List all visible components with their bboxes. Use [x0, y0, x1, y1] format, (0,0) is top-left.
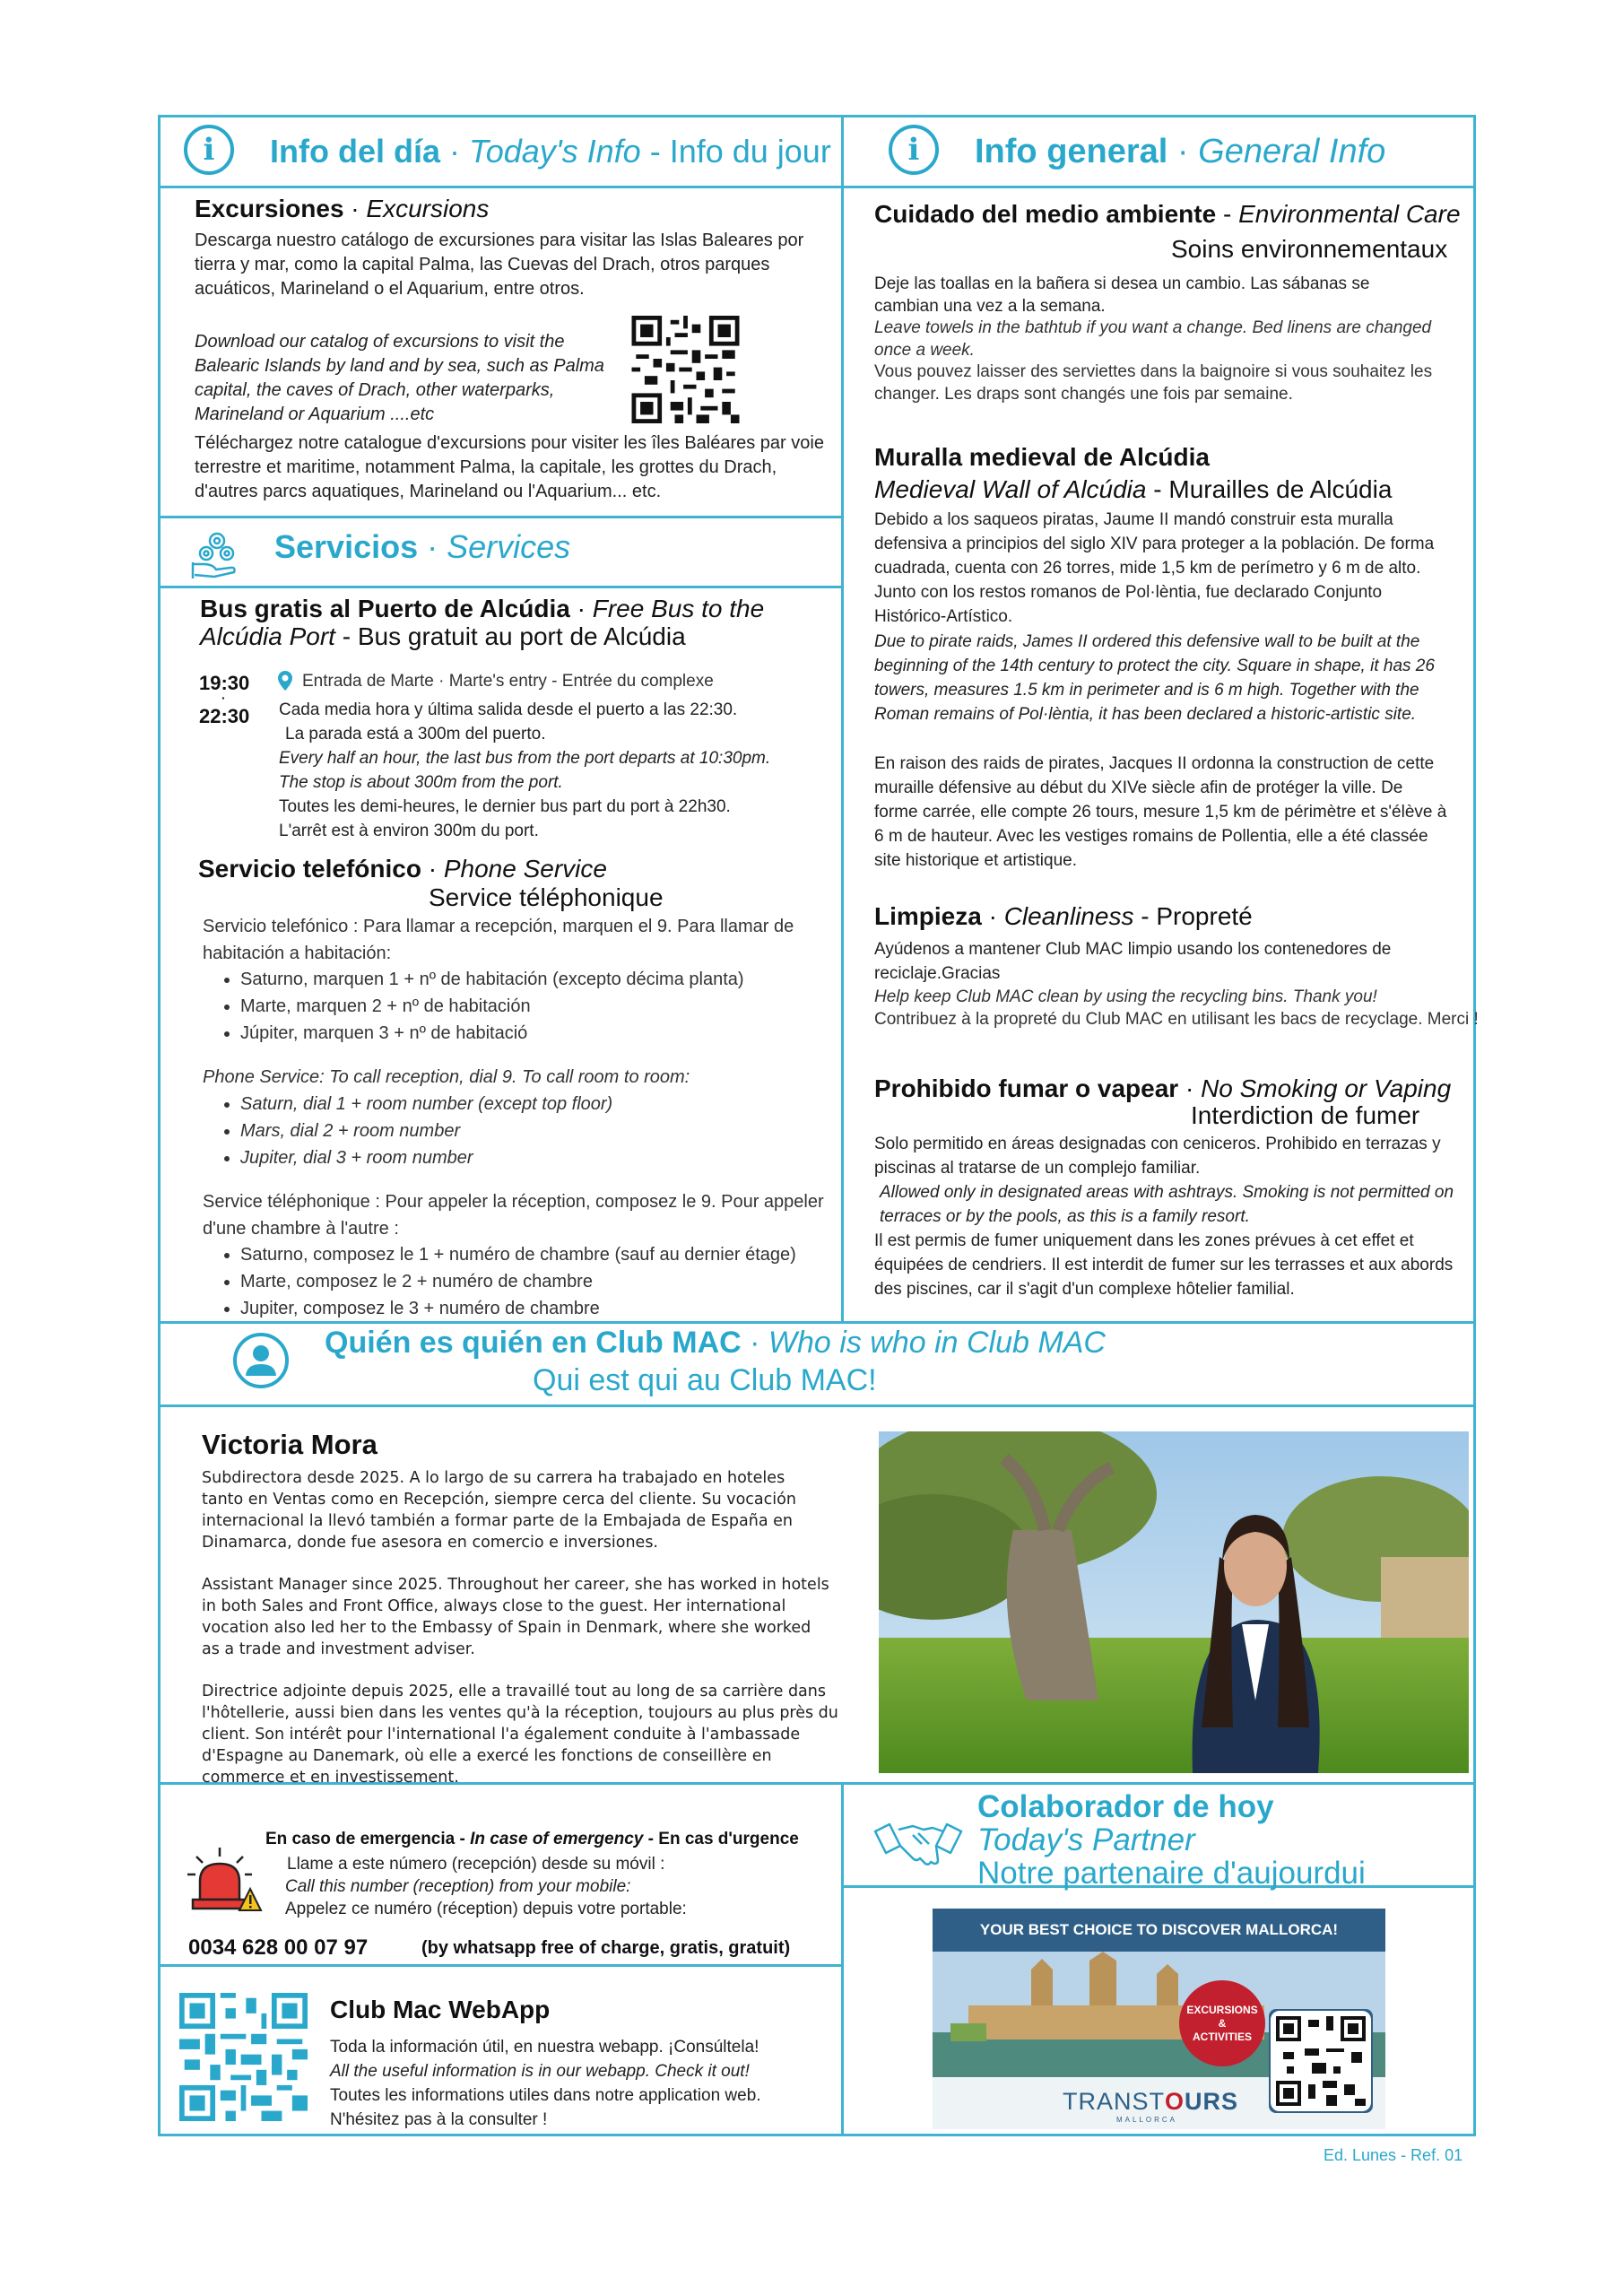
person-name: Victoria Mora [202, 1429, 378, 1460]
wall-text-es: Debido a los saqueos piratas, Jaume II mandó construir esta muralla defensiva a principios del siglo XIV para proteger a la población. De forma cuadrada, cuenta con 26 torres, mide 1,5 km de perímetro y 6 m de alto. Junto con los restos romanos de Pol·lèntia, fue declarado Conjunto Histórico-Artístico. [874, 510, 1435, 626]
wall-title-es: Muralla medieval de Alcúdia [874, 443, 1210, 471]
title-dash: - [1133, 902, 1157, 930]
phone-title-en: Phone Service [443, 855, 607, 883]
partner-qr-code[interactable] [1269, 2009, 1373, 2113]
cleanliness-text-en: Help keep Club MAC clean by using the recycling bins. Thank you! [874, 987, 1377, 1006]
emergency-line-es: Llame a este número (recepción) desde su móvil : [287, 1855, 665, 1874]
cleanliness-text-es: Ayúdenos a mantener Club MAC limpio usando los contenedores de reciclaje.Gracias [874, 940, 1392, 983]
excursions-text-fr: Téléchargez notre catalogue d'excursions pour visiter les îles Baléares par voie terrestre et maritime, notamment Palma, la capitale, les grottes du Drach, d'autres parcs aquatiques, Marineland ou l'Aquarium... etc. [195, 433, 824, 501]
webapp-text-en: All the useful information is in our webapp. Check it out! [330, 2062, 750, 2081]
environment-title-en: Environmental Care [1238, 200, 1461, 228]
phone-en-intro: Phone Service: To call reception, dial 9. To call room to room: [203, 1067, 690, 1087]
phone-title-fr: Service téléphonique [429, 883, 664, 911]
webapp-text-fr-1: Toutes les informations utiles dans notre application web. [330, 2086, 761, 2105]
services-header-en: Services [447, 528, 571, 565]
bio-en: Assistant Manager since 2025. Throughout her career, she has worked in hotels in both Sales and Front Office, always close to the guest. Her international vocation also led her to the Embassy of Spain in Denmark, where she worked as a trade and investment adviser. [202, 1576, 829, 1658]
bus-time-start: 19:30 [199, 672, 250, 694]
cleanliness-title-es: Limpieza [874, 902, 982, 930]
phone-fr-list [203, 1241, 886, 1322]
cleanliness-title-en: Cleanliness [1003, 902, 1134, 930]
bus-text-fr-2: L'arrêt est à environ 300m du port. [279, 822, 539, 840]
divider-today-info-header [158, 186, 843, 188]
handshake-icon [873, 1813, 963, 1876]
environment-title [874, 200, 1461, 229]
info-icon: i [184, 125, 234, 175]
bus-text-en-1: Every half an hour, the last bus from the port departs at 10:30pm. [279, 749, 771, 768]
title-separator: · [981, 902, 1004, 930]
list-item: • Júpiter, marquen 3 + nº de habitació [240, 1020, 868, 1047]
bus-title-fr: Bus gratuit au port de Alcúdia [357, 622, 686, 650]
bus-time-end: 22:30 [199, 705, 250, 727]
who-header-es: Quién es quién en Club MAC [325, 1326, 742, 1360]
emergency-phone-number[interactable]: 0034 628 00 07 97 [188, 1935, 369, 1960]
user-icon [231, 1331, 291, 1390]
cleanliness-text-fr: Contribuez à la propreté du Club MAC en utilisant les bacs de recyclage. Merci ! [874, 1010, 1479, 1029]
smoking-title-fr: Interdiction de fumer [1191, 1101, 1420, 1129]
emergency-line-fr: Appelez ce numéro (réception) depuis votre portable: [285, 1900, 687, 1918]
phone-title [198, 855, 607, 883]
title-separator: · [421, 855, 444, 883]
cleanliness-title-fr: Propreté [1156, 902, 1253, 930]
services-header [274, 528, 570, 566]
today-info-header-es: Info del día [270, 133, 441, 170]
environment-text-en: Leave towels in the bathtub if you want a change. Bed linens are changed once a week. [874, 318, 1432, 360]
bus-text-es-1: Cada media hora y última salida desde el puerto a las 22:30. [279, 700, 738, 719]
smoking-title-es: Prohibido fumar o vapear [874, 1074, 1179, 1102]
phone-title-es: Servicio telefónico [198, 855, 421, 883]
bio-fr: Directrice adjointe depuis 2025, elle a travaillé tout au long de sa carrière dans l'hôtellerie, aussi bien dans les ventes qu'à la réception, toujours au plus près du client. Son intérêt pour l'international l'a également conduite à l'ambassade d'Espagne au Danemark, où elle a exercé les fonctions de conseillère en commerce et en investissement. [202, 1683, 838, 1787]
bus-location: Entrada de Marte · Marte's entry - Entrée du complexe [302, 672, 714, 691]
excursions-qr-code[interactable] [629, 316, 742, 423]
wall-title-fr: Murailles de Alcúdia [1168, 475, 1393, 503]
title-separator: · [569, 595, 593, 622]
divider-general-info-header [841, 186, 1476, 188]
edition-footer: Ed. Lunes - Ref. 01 [1324, 2146, 1463, 2164]
environment-text-fr: Vous pouvez laisser des serviettes dans la baignoire si vous souhaitez les changer. Les draps sont changés une fois par semaine. [874, 362, 1433, 404]
divider-services [158, 516, 843, 518]
divider-who-header [158, 1405, 1476, 1407]
partner-ad[interactable] [933, 1909, 1385, 2129]
list-item: • Jupiter, dial 3 + room number [240, 1144, 868, 1171]
wall-title-en: Medieval Wall of Alcúdia [874, 475, 1147, 503]
gears-service-icon [189, 526, 245, 582]
who-header-fr: Qui est qui au Club MAC! [533, 1363, 877, 1397]
phone-es-list [203, 966, 868, 1047]
badge-line-2: & [1218, 2016, 1227, 2030]
smoking-text-en: Allowed only in designated areas with ashtrays. Smoking is not permitted on terraces or by the pools, as this is a family resort. [880, 1183, 1454, 1226]
excursions-title [195, 195, 489, 223]
badge-line-3: ACTIVITIES [1192, 2030, 1252, 2043]
excursions-text-es: Descarga nuestro catálogo de excursiones para visitar las Islas Baleares por tierra y mar, como la capital Palma, las Cuevas del Drach, otros parques acuáticos, Marineland o el Aquarium, entre otros. [195, 230, 804, 299]
logo-part-1: TRANST [1063, 2088, 1165, 2115]
logo-subtitle: MALLORCA [1116, 2116, 1178, 2124]
webapp-text-fr-2: N'hésitez pas à la consulter ! [330, 2110, 548, 2129]
phone-es-intro: Servicio telefónico : Para llamar a recepción, marquen el 9. Para llamar de habitación a habitación: [203, 917, 794, 963]
location-pin-icon [277, 670, 293, 691]
list-item: • Saturno, marquen 1 + nº de habitación (excepto décima planta) [240, 966, 868, 993]
bus-time-separator: · [221, 691, 226, 705]
who-is-who-header [325, 1326, 1106, 1361]
environment-title-es: Cuidado del medio ambiente [874, 200, 1217, 228]
smoking-text-fr: Il est permis de fumer uniquement dans les zones prévues à cet effet et équipées de cendriers. Il est interdit de fumer sur les terrasses et aux abords des piscines, car il s'agit d'un complexe hôtelier familial. [874, 1231, 1454, 1299]
bio-es: Subdirectora desde 2025. A lo largo de su carrera ha trabajado en hoteles tanto en Ventas como en Recepción, siempre cerca del cliente. Su vocación internacional la llevó también a formar parte de la Embajada de España en Dinamarca, donde fue asesora en comercio e inversiones. [202, 1469, 796, 1552]
general-info-header [975, 133, 1385, 171]
bus-title-es: Bus gratis al Puerto de Alcúdia [200, 595, 570, 622]
environment-title-fr: Soins environnementaux [1171, 235, 1448, 263]
cleanliness-title [874, 902, 1253, 931]
list-item: • Saturno, composez le 1 + numéro de chambre (sauf au dernier étage) [240, 1241, 886, 1268]
smoking-title [874, 1074, 1451, 1103]
webapp-title: Club Mac WebApp [330, 1996, 551, 2023]
logo-o-mark: O [1165, 2088, 1185, 2115]
general-info-header-en: General Info [1198, 133, 1386, 170]
list-item: • Marte, composez le 2 + numéro de chambre [240, 1268, 886, 1295]
header-separator: · [440, 133, 470, 170]
partner-ad-banner: YOUR BEST CHOICE TO DISCOVER MALLORCA! [933, 1909, 1385, 1952]
bus-text-es-2: La parada está a 300m del puerto. [285, 725, 546, 744]
wall-text-fr: En raison des raids de pirates, Jacques II ordonna la construction de cette muraille défensive au début du XIVe siècle afin de protéger la ville. De forme carrée, elle compte 26 tours, mesure 1,5 km de périmètre et s'élève à 6 m de hauteur. Avec les vestiges romains de Pollentia, elle a été classée site historique et artistique. [874, 754, 1447, 870]
excursions-title-en: Excursions [366, 195, 490, 222]
webapp-text-es: Toda la información útil, en nuestra webapp. ¡Consúltela! [330, 2038, 759, 2057]
title-separator: · [1178, 1074, 1202, 1102]
emergency-title [265, 1830, 799, 1849]
today-info-header-en: Today's Info [469, 133, 641, 170]
list-item: • Marte, marquen 2 + nº de habitación [240, 993, 868, 1020]
emergency-phone-note: (by whatsapp free of charge, gratis, gratuit) [421, 1938, 791, 1958]
header-separator: · [1167, 133, 1199, 170]
emergency-title-es: En caso de emergencia [265, 1830, 456, 1848]
environment-text-es: Deje las toallas en la bañera si desea un cambio. Las sábanas se cambian una vez a la semana. [874, 274, 1370, 316]
partner-header-fr: Notre partenaire d'aujourdui [977, 1856, 1366, 1891]
partner-header-es: Colaborador de hoy [977, 1789, 1274, 1824]
partner-header-en: Today's Partner [977, 1822, 1195, 1857]
today-info-header [270, 133, 831, 170]
general-info-header-es: Info general [975, 133, 1168, 170]
logo-part-2: URS [1185, 2088, 1239, 2115]
bus-title [200, 595, 792, 650]
excursions-text-en: Download our catalog of excursions to visit the Balearic Islands by land and by sea, such as Palma capital, the caves of Drach, other waterparks, Marineland or Aquarium ....etc [195, 332, 604, 424]
title-dash: - [334, 622, 358, 650]
today-info-header-fr: Info du jour [669, 133, 831, 170]
emergency-line-en: Call this number (reception) from your mobile: [285, 1877, 631, 1896]
header-separator: · [418, 528, 447, 565]
divider-emergency [158, 1964, 843, 1967]
title-dash: - [1216, 200, 1239, 228]
list-item: • Mars, dial 2 + room number [240, 1118, 868, 1144]
list-item: • Saturn, dial 1 + room number (except top floor) [240, 1091, 868, 1118]
portrait-photo [879, 1431, 1469, 1773]
phone-en-list [203, 1091, 868, 1171]
header-dash: - [640, 133, 670, 170]
header-separator: · [741, 1326, 768, 1360]
list-item: • Jupiter, composez le 3 + numéro de chambre [240, 1295, 886, 1322]
title-separator: · [343, 195, 367, 222]
transtours-logo [1063, 2088, 1238, 2116]
services-header-es: Servicios [274, 528, 419, 565]
phone-fr-intro: Service téléphonique : Pour appeler la réception, composez le 9. Pour appeler d'une chambre à l'autre : [203, 1192, 824, 1239]
excursions-title-es: Excursiones [195, 195, 344, 222]
bus-text-fr-1: Toutes les demi-heures, le dernier bus part du port à 22h30. [279, 797, 731, 816]
smoking-title-en: No Smoking or Vaping [1201, 1074, 1452, 1102]
wall-text-en: Due to pirate raids, James II ordered this defensive wall to be built at the beginning of the 14th century to protect the city. Square in shape, it has 26 towers, measures 1.5 km in perimeter and is 6 m high. Together with the Roman remains of Pol·lèntia, it has been declared a historic-artistic site. [874, 632, 1435, 724]
badge-line-1: EXCURSIONS [1186, 2003, 1258, 2016]
title-dash: - [1146, 475, 1169, 503]
title-dash: - [455, 1830, 471, 1848]
info-icon: i [889, 125, 939, 175]
who-header-en: Who is who in Club MAC [768, 1326, 1106, 1360]
column-divider-bottom [841, 1782, 844, 2136]
title-dash: - [643, 1830, 659, 1848]
emergency-siren-icon [184, 1846, 265, 1918]
emergency-title-fr: En cas d'urgence [658, 1830, 799, 1848]
smoking-text-es: Solo permitido en áreas designadas con ceniceros. Prohibido en terrazas y piscinas al tratarse de un complejo familiar. [874, 1135, 1441, 1178]
wall-title-2 [874, 475, 1392, 504]
emergency-title-en: In case of emergency [470, 1830, 644, 1848]
divider-services-header [158, 586, 843, 588]
excursions-badge [1179, 1980, 1265, 2066]
bus-text-en-2: The stop is about 300m from the port. [279, 773, 563, 792]
webapp-qr-code[interactable] [179, 1993, 308, 2121]
bus-title-en: Free Bus to the Alcúdia Port [200, 595, 765, 650]
